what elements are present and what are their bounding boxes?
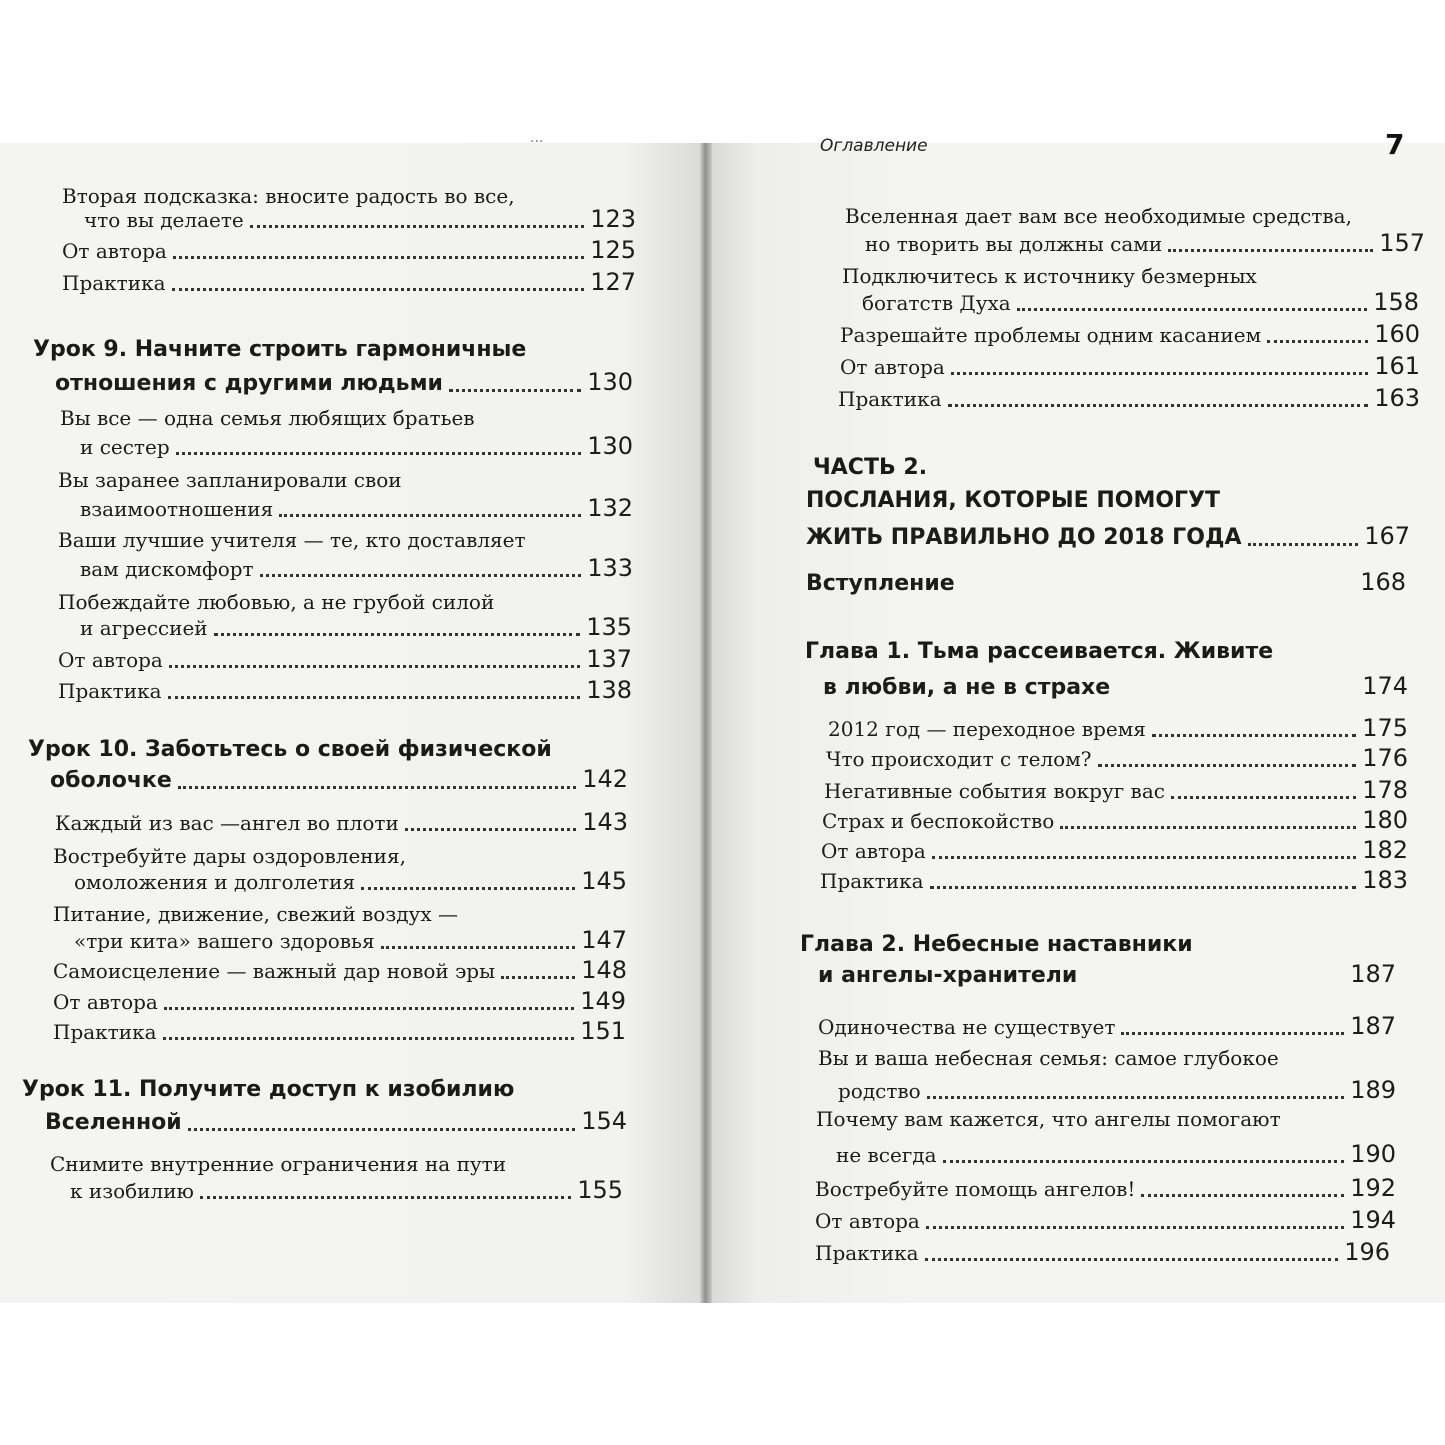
toc-entry-text: Одиночества не существует: [818, 1015, 1116, 1039]
toc-entry-text: что вы делаете: [84, 208, 244, 232]
toc-entry[interactable]: [838, 386, 1420, 411]
toc-lesson-heading: Урок 9. Начните строить гармоничные: [33, 337, 527, 362]
toc-lesson-heading: Урок 11. Получите доступ к изобилию: [22, 1077, 515, 1102]
toc-chapter-heading: Глава 1. Тьма рассеивается. Живите: [805, 639, 1274, 664]
toc-intro-entry[interactable]: [806, 570, 1406, 596]
toc-page-number: 158: [1373, 288, 1419, 316]
toc-entry-text: Востребуйте дары оздоровления,: [53, 844, 406, 868]
toc-entry[interactable]: [826, 746, 1408, 771]
toc-page-number: 163: [1374, 384, 1420, 412]
toc-entry-text: родство: [838, 1079, 921, 1103]
toc-page-number: 138: [586, 676, 632, 704]
toc-page-number: 175: [1362, 714, 1408, 742]
dot-leader: [926, 1226, 1344, 1229]
toc-entry-text: Ваши лучшие учителя — те, кто доставляет: [58, 528, 526, 552]
toc-page-number: 147: [581, 926, 627, 954]
toc-entry-text: Вселенная дает вам все необходимые средства,: [845, 204, 1352, 228]
dot-leader: [1017, 308, 1368, 311]
toc-entry[interactable]: [865, 231, 1425, 256]
dot-leader: [1248, 543, 1359, 546]
dot-leader: [930, 886, 1357, 889]
toc-page-number: 143: [582, 808, 628, 836]
toc-entry-text: От автора: [58, 648, 163, 672]
toc-entry-text: Вы и ваша небесная семья: самое глубокое: [818, 1046, 1279, 1070]
page-number: 7: [1385, 128, 1405, 161]
toc-entry-text: Практика: [820, 869, 924, 893]
toc-entry-text: Снимите внутренние ограничения на пути: [50, 1152, 507, 1176]
dot-leader: [1083, 981, 1344, 984]
dot-leader: [943, 1160, 1345, 1163]
dot-leader: [951, 372, 1368, 375]
toc-chapter-heading: и ангелы-хранители: [818, 963, 1078, 988]
toc-section-heading: Вступление: [806, 571, 955, 596]
toc-part-heading: ЧАСТЬ 2.: [813, 455, 928, 480]
toc-entry-text: Востребуйте помощь ангелов!: [815, 1177, 1136, 1201]
toc-page-number: 189: [1350, 1076, 1396, 1104]
toc-entry-text: «три кита» вашего здоровья: [74, 929, 375, 953]
toc-entry[interactable]: [820, 868, 1408, 893]
toc-entry-text: и сестер: [80, 435, 170, 459]
toc-page-number: 130: [587, 432, 633, 460]
toc-page-number: 133: [587, 554, 633, 582]
toc-entry-text: Разрешайте проблемы одним касанием: [840, 323, 1262, 347]
toc-entry-text: Практика: [838, 387, 942, 411]
toc-page-number: 194: [1350, 1206, 1396, 1234]
dot-leader: [1098, 764, 1357, 767]
toc-chapter-entry[interactable]: [818, 962, 1396, 988]
toc-page-number: 161: [1374, 352, 1420, 380]
toc-part-heading: ПОСЛАНИЯ, КОТОРЫЕ ПОМОГУТ: [806, 488, 1221, 513]
toc-page-number: 187: [1350, 1012, 1396, 1040]
dot-leader: [1168, 249, 1373, 252]
toc-entry-text: но творить вы должны сами: [865, 232, 1163, 256]
toc-lesson-heading: оболочке: [50, 768, 172, 793]
toc-entry-text: Каждый из вас —ангел во плоти: [55, 811, 399, 835]
toc-page-number: 154: [581, 1107, 627, 1135]
dot-leader: [1116, 693, 1356, 696]
toc-entry-text: богатств Духа: [862, 291, 1011, 315]
toc-entry-text: Практика: [62, 271, 166, 295]
toc-page-number: 178: [1362, 776, 1408, 804]
toc-entry-text: Негативные события вокруг вас: [824, 779, 1165, 803]
toc-entry[interactable]: [821, 838, 1408, 863]
dot-leader: [1152, 734, 1356, 737]
toc-lesson-heading: Урок 10. Заботьтесь о своей физической: [28, 737, 552, 762]
toc-entry[interactable]: [840, 322, 1420, 347]
toc-entry-text: От автора: [815, 1209, 920, 1233]
running-head: Оглавление: [820, 136, 928, 156]
toc-chapter-heading: Глава 2. Небесные наставники: [800, 932, 1193, 957]
toc-page-number: 157: [1379, 229, 1425, 257]
toc-page-number: 174: [1362, 672, 1408, 700]
toc-entry-text: Почему вам кажется, что ангелы помогают: [816, 1107, 1281, 1131]
toc-entry-text: Подключитесь к источнику безмерных: [842, 264, 1257, 288]
toc-entry[interactable]: [822, 808, 1408, 833]
left-running-head-edge: ...: [530, 130, 544, 146]
toc-page-number: 130: [587, 368, 633, 396]
toc-page-number: 196: [1344, 1238, 1390, 1266]
toc-entry-text: Практика: [58, 679, 162, 703]
toc-page-number: 123: [590, 205, 636, 233]
toc-entry-text: вам дискомфорт: [80, 557, 254, 581]
toc-entry[interactable]: [818, 1014, 1396, 1039]
toc-entry[interactable]: [836, 1142, 1396, 1167]
toc-entry-text: От автора: [53, 990, 158, 1014]
toc-lesson-heading: отношения с другими людьми: [55, 371, 443, 396]
toc-entry-text: От автора: [62, 239, 167, 263]
dot-leader: [1060, 826, 1356, 829]
toc-entry-text: Практика: [53, 1020, 157, 1044]
toc-page-number: 149: [580, 987, 626, 1015]
toc-entry-text: Самоисцеление — важный дар новой эры: [53, 959, 496, 983]
toc-page-number: 160: [1374, 320, 1420, 348]
dot-leader: [925, 1258, 1339, 1261]
toc-entry[interactable]: [824, 778, 1408, 803]
toc-part-entry[interactable]: [806, 524, 1410, 550]
dot-leader: [927, 1096, 1344, 1099]
toc-page-number: 155: [577, 1176, 623, 1204]
toc-entry[interactable]: [840, 354, 1420, 379]
toc-entry-text: к изобилию: [70, 1179, 194, 1203]
toc-page-number: 182: [1362, 836, 1408, 864]
toc-entry-text: Что происходит с телом?: [826, 747, 1092, 771]
toc-chapter-entry[interactable]: [823, 674, 1408, 700]
toc-entry-text: Страх и беспокойство: [822, 809, 1055, 833]
toc-page-number: 145: [581, 867, 627, 895]
toc-page-number: 132: [587, 494, 633, 522]
toc-page-number: 187: [1350, 960, 1396, 988]
dot-leader: [1171, 796, 1356, 799]
toc-page-number: 168: [1360, 568, 1406, 596]
toc-page-number: 183: [1362, 866, 1408, 894]
dot-leader: [932, 856, 1356, 859]
toc-page-number: 167: [1364, 522, 1410, 550]
toc-page-number: 125: [590, 236, 636, 264]
toc-entry-text: 2012 год — переходное время: [828, 717, 1146, 741]
toc-page-number: 180: [1362, 806, 1408, 834]
toc-entry-text: Вы все — одна семья любящих братьев: [60, 406, 475, 430]
toc-entry-text: не всегда: [836, 1143, 937, 1167]
toc-entry[interactable]: [828, 716, 1408, 741]
toc-part-heading: ЖИТЬ ПРАВИЛЬНО ДО 2018 ГОДА: [806, 525, 1242, 550]
toc-entry[interactable]: [862, 290, 1419, 315]
toc-entry-text: Вторая подсказка: вносите радость во все,: [62, 184, 515, 208]
toc-entry-text: омоложения и долголетия: [74, 870, 356, 894]
toc-entry-text: От автора: [840, 355, 945, 379]
toc-lesson-heading: Вселенной: [45, 1110, 182, 1135]
dot-leader: [1141, 1194, 1344, 1197]
dot-leader: [961, 589, 1355, 592]
toc-entry[interactable]: [815, 1176, 1396, 1201]
toc-entry-text: взаимоотношения: [80, 497, 274, 521]
toc-page-number: 135: [586, 613, 632, 641]
toc-entry-text: Побеждайте любовью, а не грубой силой: [58, 590, 495, 614]
toc-page-number: 192: [1350, 1174, 1396, 1202]
dot-leader: [1267, 340, 1368, 343]
toc-page-number: 142: [582, 765, 628, 793]
toc-entry-text: и агрессией: [80, 616, 208, 640]
toc-entry[interactable]: [815, 1208, 1396, 1233]
toc-chapter-heading: в любви, а не в страхе: [823, 675, 1111, 700]
toc-entry-text: От автора: [821, 839, 926, 863]
toc-page-number: 148: [581, 956, 627, 984]
toc-page-number: 176: [1362, 744, 1408, 772]
toc-entry-text: Вы заранее запланировали свои: [58, 468, 402, 492]
toc-page-number: 137: [586, 645, 632, 673]
dot-leader: [1121, 1032, 1344, 1035]
toc-entry-text: Практика: [815, 1241, 919, 1265]
toc-entry-text: Питание, движение, свежий воздух —: [53, 902, 458, 926]
dot-leader: [948, 404, 1369, 407]
toc-entry[interactable]: [815, 1240, 1390, 1265]
toc-page-number: 190: [1350, 1140, 1396, 1168]
toc-page-number: 127: [590, 268, 636, 296]
toc-entry[interactable]: [838, 1078, 1396, 1103]
toc-page-number: 151: [580, 1017, 626, 1045]
